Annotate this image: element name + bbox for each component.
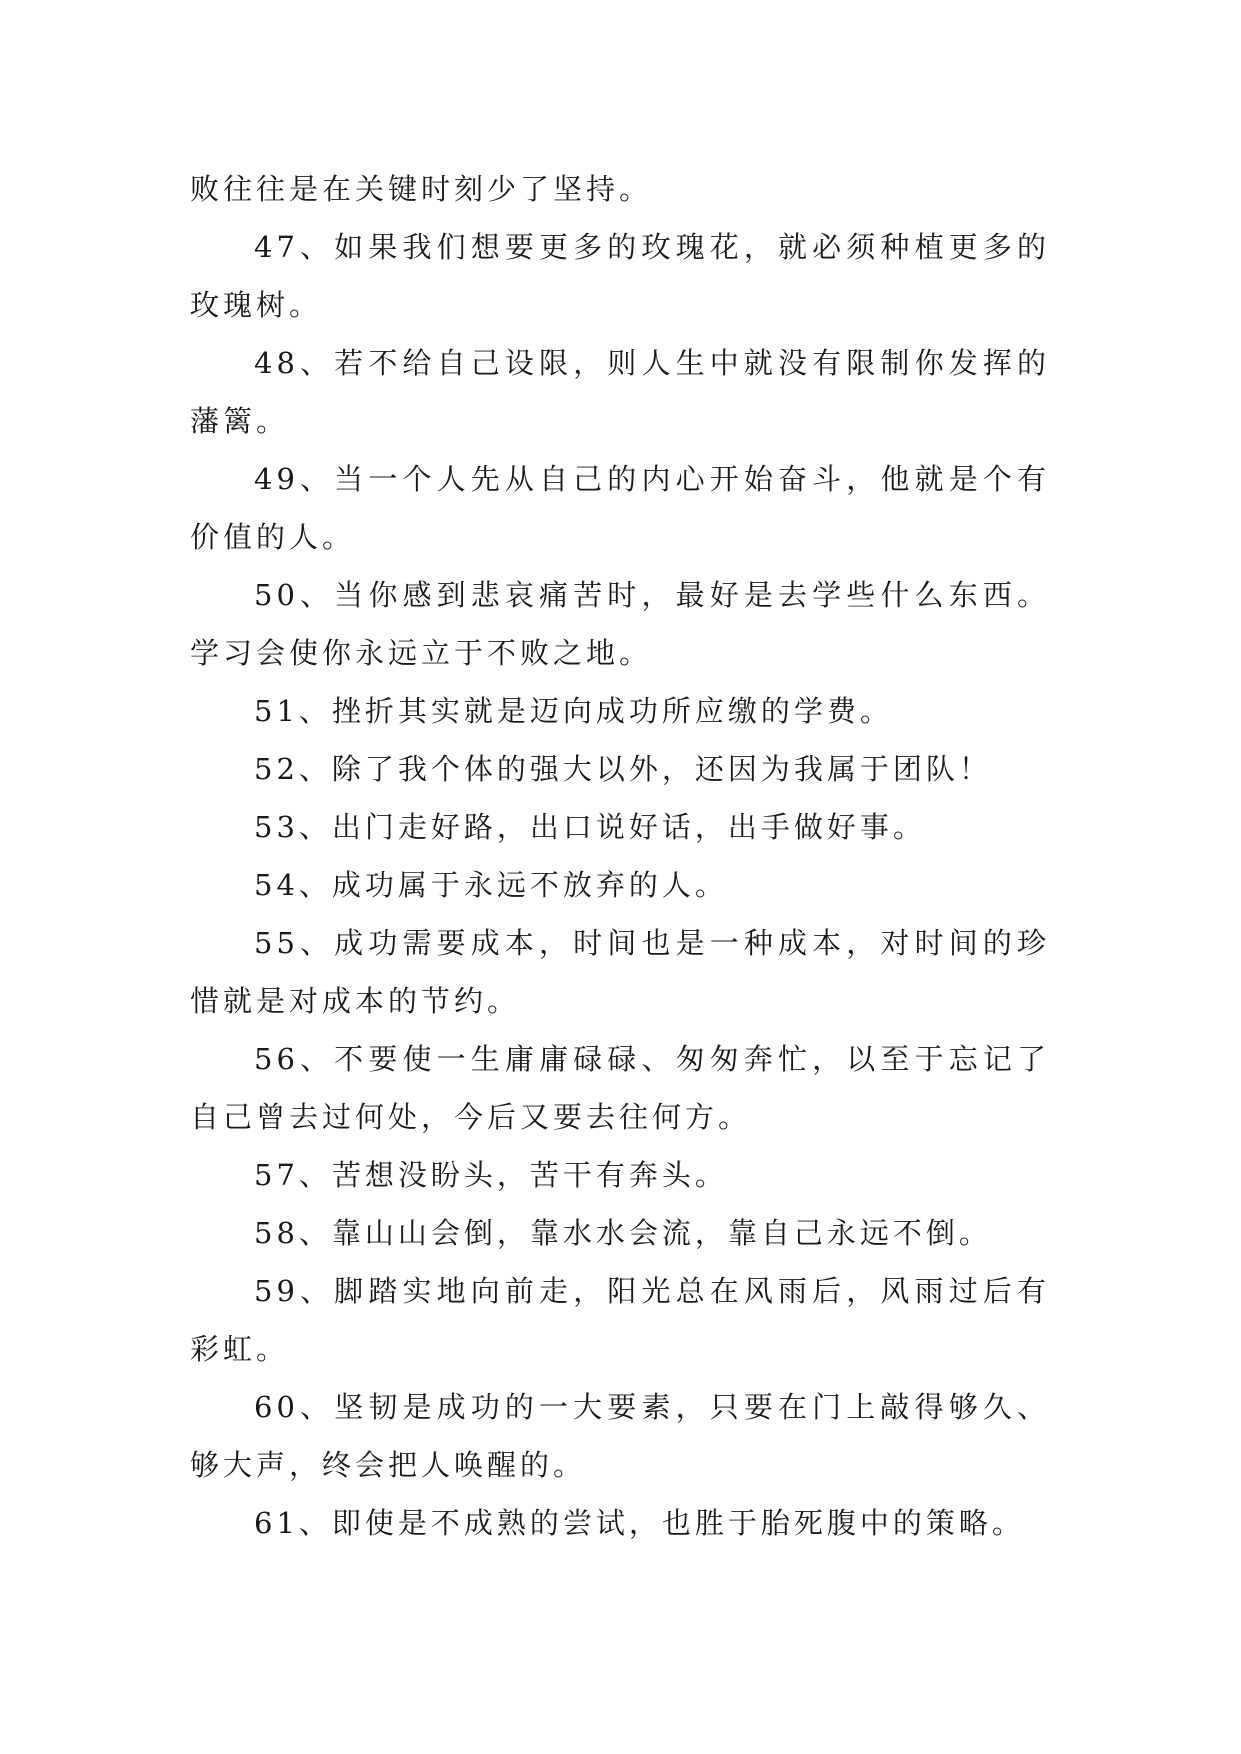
quote-item-49: 49、当一个人先从自己的内心开始奋斗，他就是个有价值的人。 <box>190 462 1050 554</box>
quote-item-60: 60、坚韧是成功的一大要素，只要在门上敲得够久、够大声，终会把人唤醒的。 <box>190 1390 1050 1482</box>
quote-item-52: 52、除了我个体的强大以外，还因为我属于团队！ <box>254 752 992 786</box>
quote-item-58: 58、靠山山会倒，靠水水会流，靠自己永远不倒。 <box>254 1216 992 1250</box>
quote-item-51: 51、挫折其实就是迈向成功所应缴的学费。 <box>254 694 893 728</box>
quote-item-54: 54、成功属于永远不放弃的人。 <box>254 868 728 902</box>
document-body <box>190 160 1050 1552</box>
paragraph-continuation: 败往往是在关键时刻少了坚持。 <box>190 172 653 206</box>
quote-item-53: 53、出门走好路，出口说好话，出手做好事。 <box>254 810 926 844</box>
quote-item-61: 61、即使是不成熟的尝试，也胜于胎死腹中的策略。 <box>254 1506 1025 1540</box>
quote-item-57: 57、苦想没盼头，苦干有奔头。 <box>254 1158 728 1192</box>
quote-item-55: 55、成功需要成本，时间也是一种成本，对时间的珍惜就是对成本的节约。 <box>190 926 1050 1018</box>
quote-item-48: 48、若不给自己设限，则人生中就没有限制你发挥的藩篱。 <box>190 346 1050 438</box>
quote-item-56: 56、不要使一生庸庸碌碌、匆匆奔忙，以至于忘记了自己曾去过何处，今后又要去往何方。 <box>190 1042 1050 1134</box>
quote-item-47: 47、如果我们想要更多的玫瑰花，就必须种植更多的玫瑰树。 <box>190 230 1050 322</box>
quote-item-50: 50、当你感到悲哀痛苦时，最好是去学些什么东西。学习会使你永远立于不败之地。 <box>190 578 1050 670</box>
quote-item-59: 59、脚踏实地向前走，阳光总在风雨后，风雨过后有彩虹。 <box>190 1274 1050 1366</box>
